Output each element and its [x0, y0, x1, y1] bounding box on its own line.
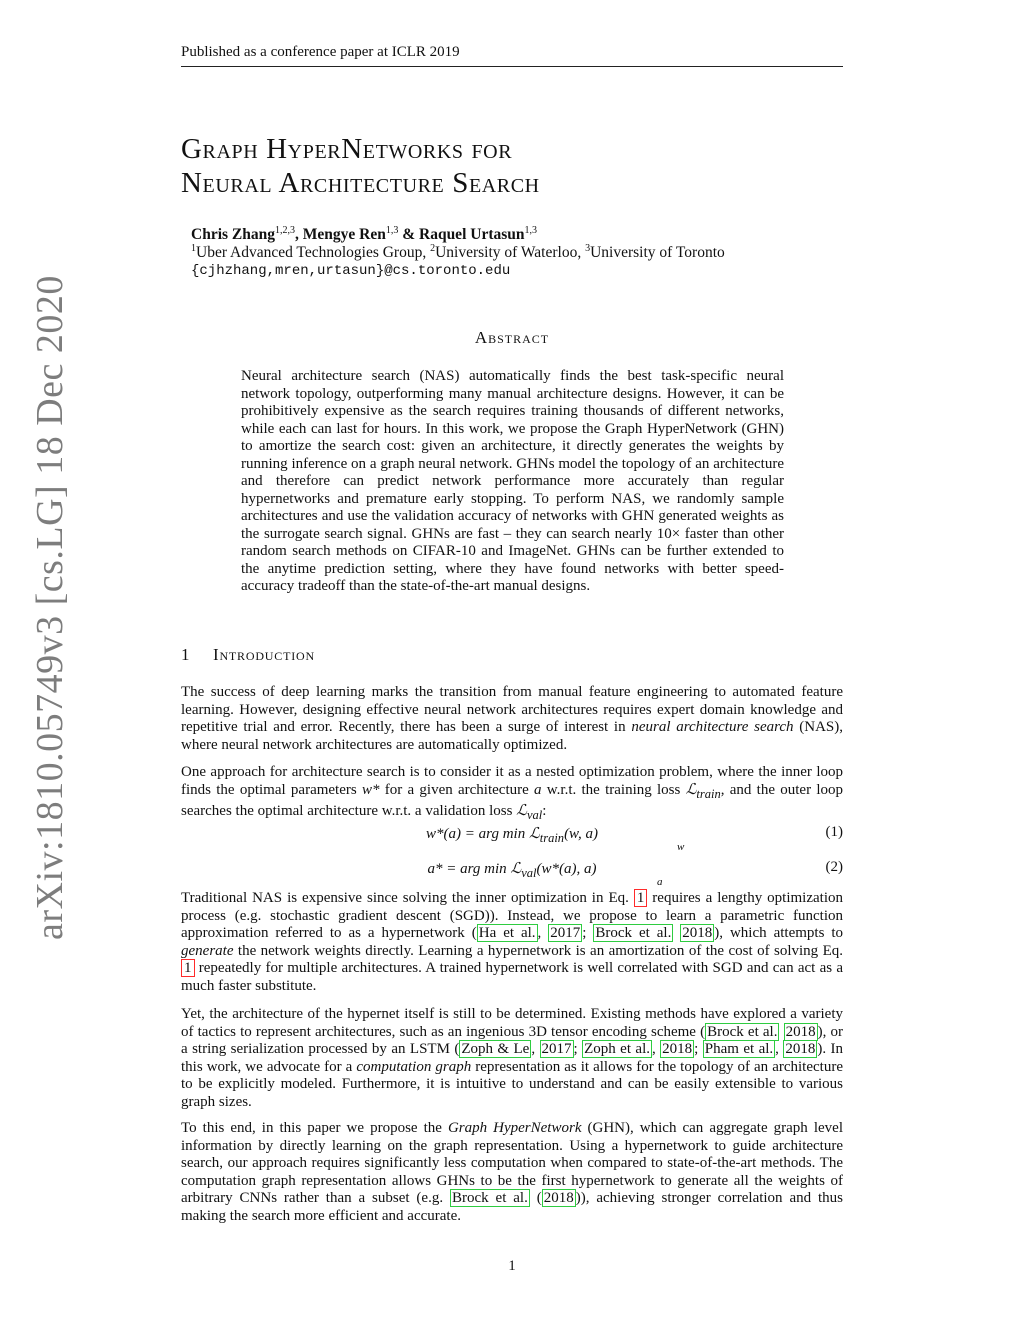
citation-link[interactable]: Zoph & Le — [461, 1041, 530, 1057]
equation-number: (1) — [825, 824, 843, 840]
author-separator: , — [295, 226, 303, 243]
text-run: One approach for architecture search is to consider it as a nested optimization problem, where the inner loop finds the optimal parameters — [181, 764, 843, 798]
affil-sup: 2 — [430, 243, 436, 254]
text-run: The success of deep learning marks the transition from manual feature engineering to automated feature learning. However, designing effective neural network architectures requires expert domain knowledge and repetitive trial and error. Recently, there has been a surge of interest in — [181, 684, 843, 735]
affiliation: University of Toronto — [590, 244, 725, 261]
section-heading — [181, 645, 315, 665]
section-number: 1 — [181, 645, 190, 664]
equation-1 — [181, 824, 843, 853]
math-symbol: ℒ — [685, 781, 697, 798]
emphasis: Graph HyperNetwork — [447, 1120, 582, 1136]
text-run: w.r.t. the training loss — [541, 781, 686, 798]
text-run: : — [542, 803, 547, 819]
equation-text: (w*(a), a) — [536, 861, 597, 877]
affil-sup: 3 — [585, 243, 591, 254]
math-subscript: train — [696, 786, 721, 801]
intro-paragraph-4: Yet, the architecture of the hypernet itself is still to be determined. Existing methods have explored a variety of tactics to represent architectures, such as an ingenious 3D tensor encoding scheme ( Brock et al. 2018 ), or a string serialization processed by an LSTM ( Zoph & Le , 2017 ; Zoph et al. , 2018 ; Pham et al. , 2018 ). In this work, we advocate for a computation graph representation as it allows for the topology of an architecture to be explicitly modeled. Furthermore, it is intuitive to understand and can be easily extensible to various graph sizes. — [181, 1006, 844, 1110]
text-run: requires a lengthy optimization process (e.g. stochastic gradient descent (SGD)). Instead, we propose to learn a parametric function approximation referred to as a hypernetwork ( — [181, 890, 843, 941]
text-run: ), which attempts to — [714, 925, 844, 941]
equation-ref-link[interactable]: 1 — [181, 959, 195, 977]
text-run: repeatedly for multiple architectures. A trained hypernetwork is well correlated with SGD and can act as a much faster substitute. — [181, 960, 843, 994]
arxiv-identifier: arXiv:1810.05749v3 [cs.LG] 18 Dec 2020 — [29, 275, 71, 940]
text-run: Yet, the architecture of the hypernet itself is still to be determined. Existing methods have explored a variety of tactics to represent architectures, such as an ingenious 3D tensor encoding scheme ( — [181, 1006, 843, 1040]
text-run: the network weights directly. Learning a hypernetwork is an amortization of the cost of solving Eq. — [233, 942, 843, 959]
emphasis: generate — [181, 942, 234, 959]
citation-link[interactable]: 2017 — [541, 1041, 572, 1057]
author-emails: {cjhzhang,mren,urtasun}@cs.toronto.edu — [191, 263, 511, 279]
argmin-subscript: a — [657, 876, 663, 888]
abstract-heading: Abstract — [474, 328, 550, 347]
argmin-subscript: w — [677, 841, 685, 853]
equation-text: (w, a) — [564, 826, 598, 842]
equation-2 — [181, 859, 843, 888]
citation-link[interactable]: 2018 — [543, 1190, 574, 1206]
math-symbol: w* — [361, 781, 380, 798]
affiliations — [191, 244, 725, 262]
page-number: 1 — [508, 1258, 516, 1274]
citation-link[interactable]: 2018 — [785, 1041, 816, 1057]
citation-link[interactable]: Brock et al. — [595, 925, 672, 941]
text-run: for a given architecture — [379, 781, 535, 798]
intro-paragraph-3: Traditional NAS is expensive since solving the inner optimization in Eq. 1 requires a lengthy optimization process (e.g. stochastic gradient descent (SGD)). Instead, we propose to learn a parametric function approximation referred to as a hypernetwork ( Ha et al. , 2017 ; Brock et al. 2018 ), which attempts to generate the network weights directly. Learning a hypernetwork is an amortization of the cost of solving Eq. 1 repeatedly for multiple architectures. A trained hypernetwork is well correlated with SGD and can act as a much faster substitute. — [181, 890, 844, 994]
equation-text: a* = arg min ℒ — [427, 861, 522, 877]
citation-link[interactable]: Brock et al. — [451, 1190, 528, 1206]
text-run: ), or a string serialization processed by an LSTM ( — [181, 1023, 844, 1057]
text-run: Traditional NAS is expensive since solving the inner optimization in Eq. — [181, 890, 634, 906]
paper-title — [181, 132, 540, 200]
author-affil-sup: 1,3 — [385, 225, 399, 236]
citation-link[interactable]: Brock et al. — [707, 1023, 778, 1040]
intro-paragraph-2 — [181, 764, 843, 825]
math-subscript: val — [526, 808, 543, 822]
title-line-2: Neural Architecture Search — [181, 167, 540, 199]
equation-number: (2) — [825, 859, 843, 875]
citation-link[interactable]: Zoph et al. — [584, 1041, 650, 1057]
affiliation: University of Waterloo, — [435, 244, 586, 261]
affil-sup: 1 — [191, 243, 196, 254]
running-head: Published as a conference paper at ICLR 2019 — [181, 44, 460, 60]
emphasis: neural architecture search — [631, 719, 794, 735]
author-list — [191, 226, 537, 244]
text-run: representation as it allows for the topology of an architecture to be explicitly modeled. Furthermore, it is intuitive to understand and can be easily extensible to various graph sizes. — [181, 1058, 843, 1110]
text-run: ). In this work, we advocate for a — [181, 1041, 844, 1075]
author-separator: & — [398, 226, 419, 243]
math-symbol: a — [534, 781, 542, 798]
author-name: Mengye Ren — [302, 226, 386, 243]
equation-body — [181, 824, 843, 846]
equation-subscript: val — [521, 866, 537, 880]
header-rule — [181, 66, 843, 67]
equation-body — [181, 859, 843, 881]
citation-link[interactable]: 2018 — [785, 1023, 816, 1040]
equation-text: w*(a) = arg min ℒ — [426, 826, 540, 842]
text-run: ), achieving stronger correlation and thus making the search more efficient and accurate. — [181, 1190, 843, 1224]
equation-subscript: train — [539, 831, 565, 845]
affiliation: Uber Advanced Technologies Group, — [196, 244, 431, 261]
author-name: Raquel Urtasun — [419, 226, 525, 243]
text-run: (GHN), which can aggregate graph level information by directly learning on the graph representation. Using a hypernetwork to guide architecture search, our approach requires significantly less computation when compared to state-of-the-art methods. The computation graph representation allows GHNs to be the first hypernetwork to generate all the weights of arbitrary CNNs rather than a subset (e.g. — [181, 1120, 843, 1206]
equation-ref-link[interactable]: 1 — [634, 889, 648, 907]
section-title: Introduction — [213, 645, 315, 664]
text-run: , and the outer loop searches the optimal architecture w.r.t. a validation loss — [181, 781, 843, 819]
citation-link[interactable]: 2018 — [682, 925, 713, 941]
abstract-body: Neural architecture search (NAS) automatically finds the best task-specific neural network topology, outperforming many manual architecture designs. However, it can be prohibitively expensive as the search requires training thousands of different networks, while each can last for hours. In this work, we propose the Graph HyperNetwork (GHN) to amortize the search cost: given an architecture, it directly generates the weights by running inference on a graph neural network. GHNs model the topology of an architecture and therefore can predict network performance more accurately than regular hypernetworks and premature early stopping. To perform NAS, we randomly sample architectures and use the validation accuracy of networks with GHN generated weights as the surrogate search signal. GHNs are fast – they can search nearly 10× faster than other random search methods on CIFAR-10 and ImageNet. GHNs can be further extended to the anytime prediction setting, where they have found networks with better speed-accuracy tradeoff than the state-of-the-art manual designs. — [241, 368, 784, 594]
math-symbol: ℒ — [516, 803, 527, 819]
title-line-1: Graph HyperNetworks for — [181, 133, 513, 165]
author-affil-sup: 1,2,3 — [275, 225, 295, 236]
citation-link[interactable]: Pham et al. — [704, 1041, 774, 1057]
citation-link[interactable]: 2017 — [550, 925, 581, 941]
text-run: To this end, in this paper we propose the — [181, 1120, 448, 1136]
author-name: Chris Zhang — [191, 226, 275, 243]
author-affil-sup: 1,3 — [524, 225, 538, 236]
citation-link[interactable]: Ha et al. — [478, 925, 536, 941]
emphasis: computation graph — [356, 1058, 472, 1075]
intro-paragraph-5: To this end, in this paper we propose the Graph HyperNetwork (GHN), which can aggregate graph level information by directly learning on the graph representation. Using a hypernetwork to guide architecture search, our approach requires significantly less computation when compared to state-of-the-art methods. The computation graph representation allows GHNs to be the first hypernetwork to generate all the weights of arbitrary CNNs rather than a subset (e.g. Brock et al. ( 2018 )), achieving stronger correlation and thus making the search more efficient and accurate. — [181, 1120, 843, 1224]
text-run: (NAS), where neural network architectures are automatically optimized. — [181, 719, 844, 753]
intro-paragraph-1 — [181, 684, 843, 754]
citation-link[interactable]: 2018 — [662, 1041, 693, 1057]
